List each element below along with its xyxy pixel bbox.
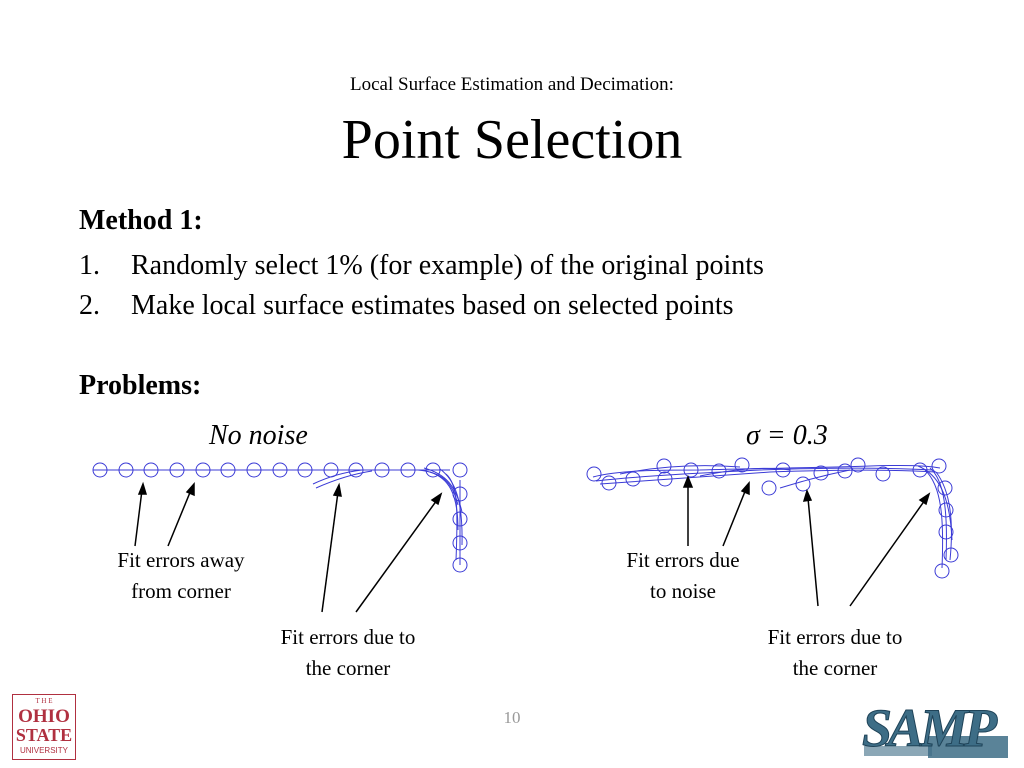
note-line: Fit errors away — [117, 548, 245, 572]
arrowhead — [804, 491, 811, 501]
arrow-away-1 — [135, 490, 142, 546]
sample-point — [426, 463, 440, 477]
note-fit-errors-corner-left — [255, 622, 441, 684]
sample-point — [913, 463, 927, 477]
osu-logo-university: UNIVERSITY — [19, 746, 69, 755]
sample-point — [657, 459, 671, 473]
sample-point — [814, 466, 828, 480]
samp-logo — [858, 688, 1010, 760]
sample-point — [776, 463, 790, 477]
note-line: to noise — [650, 579, 716, 603]
arrow-corner-3 — [808, 498, 818, 606]
sample-point — [602, 476, 616, 490]
page-number: 10 — [503, 708, 521, 727]
slide-title: Point Selection — [341, 109, 683, 171]
sample-point — [119, 463, 133, 477]
arrowhead — [432, 494, 441, 504]
sample-point — [587, 467, 601, 481]
step-1-number: 1. — [79, 250, 100, 281]
sample-point — [144, 463, 158, 477]
sample-point — [453, 512, 467, 526]
fit-curve — [700, 468, 790, 476]
step-1 — [79, 250, 764, 282]
plot-label-no-noise: No noise — [209, 420, 308, 451]
surface-line-noisy — [600, 470, 936, 484]
sample-point — [712, 464, 726, 478]
fit-curve — [316, 471, 372, 488]
fit-curve — [780, 470, 850, 488]
fit-curve — [313, 470, 362, 484]
sample-point — [851, 458, 865, 472]
note-line: Fit errors due to — [767, 625, 903, 649]
sample-point — [247, 463, 261, 477]
sample-point — [324, 463, 338, 477]
arrow-corner-4 — [850, 500, 925, 606]
sample-point — [796, 477, 810, 491]
sample-point — [93, 463, 107, 477]
sample-point — [221, 463, 235, 477]
corner-fit-curve — [418, 470, 458, 505]
sample-point — [453, 536, 467, 550]
step-2-number: 2. — [79, 290, 100, 321]
sample-point — [944, 548, 958, 562]
sample-point — [453, 487, 467, 501]
sample-point — [939, 525, 953, 539]
step-1-text: Randomly select 1% (for example) of the original points — [131, 250, 764, 281]
arrow-corner-2 — [356, 500, 437, 612]
slide-subtitle: Local Surface Estimation and Decimation: — [350, 74, 674, 95]
surface-line-noisy — [596, 468, 932, 481]
sample-point — [684, 463, 698, 477]
sample-point — [196, 463, 210, 477]
corner-fit-curve — [430, 472, 458, 530]
sample-point — [876, 467, 890, 481]
sample-point — [939, 503, 953, 517]
arrow-corner-1 — [322, 492, 338, 612]
sample-point — [838, 464, 852, 478]
corner-fit-curve — [925, 470, 943, 568]
sample-point — [658, 472, 672, 486]
problems-heading: Problems: — [79, 370, 202, 401]
arrowhead — [334, 485, 341, 496]
sample-point — [349, 463, 363, 477]
corner-fit-curve — [930, 468, 946, 560]
sample-point — [453, 558, 467, 572]
sample-point — [762, 481, 776, 495]
sample-point — [626, 472, 640, 486]
sample-point — [401, 463, 415, 477]
step-2-text: Make local surface estimates based on selected points — [131, 290, 734, 321]
sample-point — [298, 463, 312, 477]
arrowhead — [742, 483, 749, 494]
sample-point — [935, 564, 949, 578]
corner-fit-curve — [446, 474, 457, 560]
arrowhead — [139, 484, 146, 494]
corner-fit-curve — [918, 466, 952, 540]
note-fit-errors-corner-right — [742, 622, 928, 684]
corner-fit-curve — [424, 468, 462, 512]
note-line: the corner — [792, 656, 878, 680]
sample-point — [170, 463, 184, 477]
sample-point — [273, 463, 287, 477]
osu-logo-the: T H E — [35, 697, 53, 705]
note-fit-errors-noise — [598, 545, 768, 607]
samp-logo-text: SAMP — [862, 698, 994, 758]
sample-point — [938, 481, 952, 495]
step-2 — [79, 290, 734, 322]
arrow-noise-2 — [723, 489, 746, 546]
plot-label-sigma: σ = 0.3 — [746, 420, 828, 451]
corner-fit-curve — [440, 469, 462, 545]
note-line: Fit errors due to — [280, 625, 416, 649]
osu-logo-state: STATE — [15, 725, 73, 745]
note-fit-errors-away — [90, 545, 272, 607]
arrowhead — [920, 494, 929, 504]
note-line: from corner — [131, 579, 231, 603]
arrowhead — [187, 484, 194, 495]
surface-line-noisy — [593, 465, 940, 477]
sample-point — [735, 458, 749, 472]
sample-point — [453, 463, 467, 477]
sample-point — [932, 459, 946, 473]
note-line: Fit errors due — [626, 548, 740, 572]
ohio-state-logo — [12, 694, 76, 760]
arrow-away-2 — [168, 490, 191, 546]
osu-logo-ohio: OHIO — [18, 706, 70, 727]
corner-fit-curve — [936, 472, 951, 560]
note-line: the corner — [305, 656, 391, 680]
sample-point — [375, 463, 389, 477]
fit-curve — [620, 466, 740, 474]
arrowhead — [684, 477, 692, 487]
method-heading: Method 1: — [79, 205, 203, 236]
